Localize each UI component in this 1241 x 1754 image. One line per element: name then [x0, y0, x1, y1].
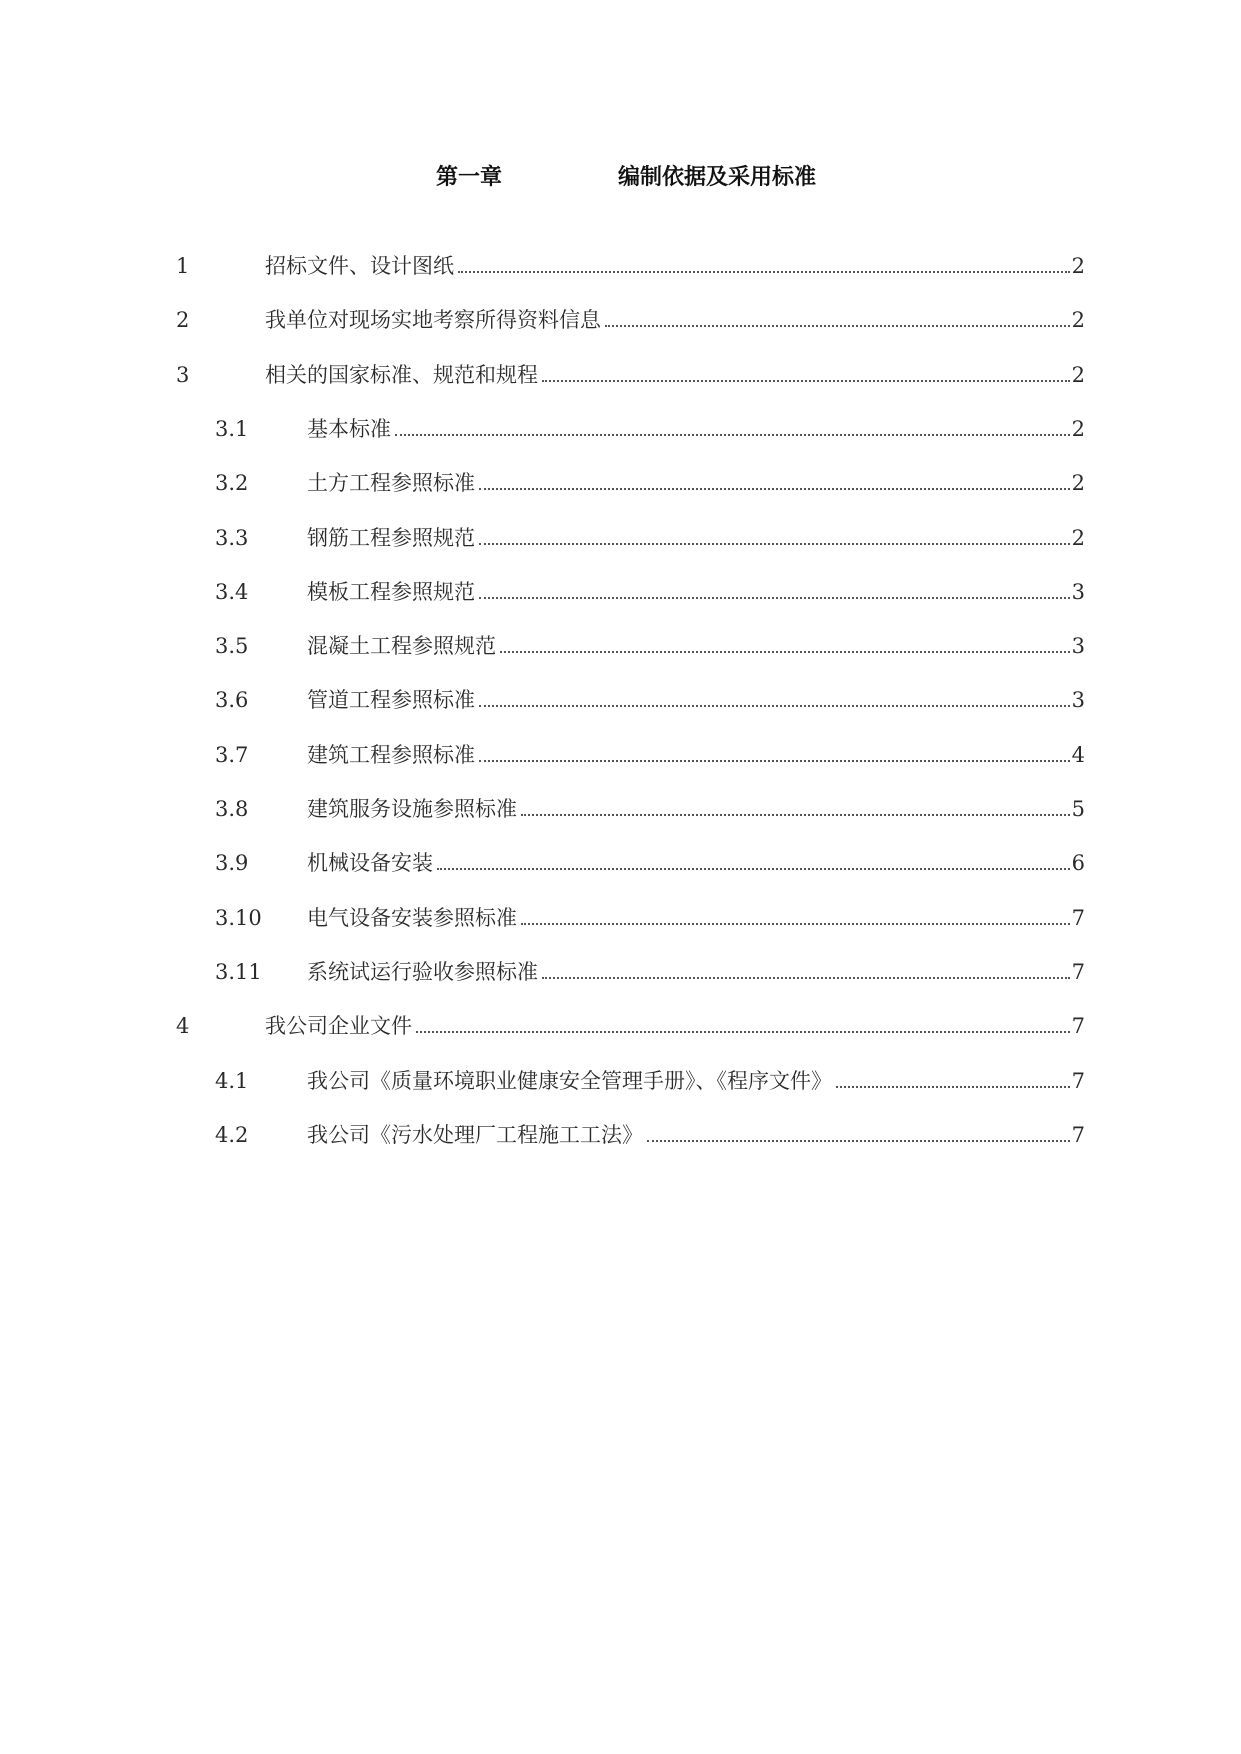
toc-entry-title[interactable]: 钢筋工程参照规范 [307, 525, 475, 550]
toc-entry-line [307, 737, 1085, 773]
toc-dot-leader [542, 358, 1070, 382]
toc-entry-line [265, 248, 1085, 284]
toc-entry-number: 3.9 [215, 851, 249, 876]
toc-entry-page-number: 7 [1071, 1122, 1085, 1147]
toc-dot-leader [605, 303, 1070, 327]
toc-entry-title[interactable]: 招标文件、设计图纸 [265, 254, 454, 278]
toc-dot-leader [479, 738, 1070, 762]
toc-entry-page-number: 2 [1071, 362, 1085, 387]
toc-entry-page-number: 2 [1071, 416, 1085, 441]
toc-entry[interactable] [0, 411, 1241, 447]
toc-entry[interactable] [0, 682, 1241, 718]
toc-entry-line [307, 411, 1085, 447]
toc-entry-title[interactable]: 基本标准 [307, 416, 391, 441]
toc-entry-title[interactable]: 模板工程参照规范 [307, 579, 475, 604]
toc-entry-number: 4.2 [215, 1122, 249, 1147]
toc-entry-page-number: 2 [1071, 308, 1085, 333]
toc-dot-leader [479, 683, 1070, 707]
toc-entry-line [307, 628, 1085, 664]
toc-entry-title[interactable]: 系统试运行验收参照标准 [307, 959, 538, 984]
toc-entry-line [265, 302, 1085, 338]
toc-entry-page-number: 5 [1071, 797, 1085, 821]
toc-entry-title[interactable]: 我公司《污水处理厂工程施工工法》 [307, 1122, 643, 1147]
toc-dot-leader [647, 1118, 1070, 1142]
toc-entry[interactable] [0, 248, 1241, 284]
toc-entry-page-number: 7 [1071, 1068, 1085, 1093]
chapter-heading [0, 160, 1241, 200]
toc-entry-title[interactable]: 我公司企业文件 [265, 1014, 412, 1039]
toc-entry[interactable] [0, 1063, 1241, 1099]
toc-entry-page-number: 7 [1071, 1014, 1085, 1039]
toc-entry-title[interactable]: 土方工程参照标准 [307, 471, 475, 496]
toc-entry[interactable] [0, 791, 1241, 827]
toc-entry-number: 3.2 [215, 471, 249, 496]
toc-entry-line [307, 1117, 1085, 1153]
toc-entry-page-number: 2 [1071, 525, 1085, 550]
toc-entry-number: 4 [176, 1014, 190, 1039]
toc-entry-page-number: 7 [1071, 905, 1085, 930]
toc-entry-number: 3.4 [215, 579, 249, 604]
toc-dot-leader [416, 1009, 1070, 1033]
toc-entry-line [307, 900, 1085, 936]
toc-entry-title[interactable]: 电气设备安装参照标准 [307, 905, 517, 930]
chapter-title: 编制依据及采用标准 [618, 165, 817, 190]
toc-entry-number: 1 [176, 254, 190, 278]
toc-entry-page-number: 7 [1071, 959, 1085, 984]
toc-entry-line [307, 520, 1085, 556]
toc-entry[interactable] [0, 954, 1241, 990]
toc-dot-leader [479, 521, 1070, 545]
toc-dot-leader [542, 955, 1070, 979]
toc-entry-line [307, 845, 1085, 881]
toc-entry-line [265, 357, 1085, 393]
toc-entry[interactable] [0, 520, 1241, 556]
toc-entry[interactable] [0, 845, 1241, 881]
toc-dot-leader [836, 1064, 1070, 1088]
toc-entry-title[interactable]: 我单位对现场实地考察所得资料信息 [265, 308, 601, 333]
toc-dot-leader [479, 575, 1070, 599]
toc-entry-page-number: 3 [1071, 688, 1085, 713]
toc-entry-line [307, 954, 1085, 990]
toc-entry-number: 3.7 [215, 742, 249, 767]
toc-entry-line [307, 682, 1085, 718]
toc-dot-leader [500, 629, 1070, 653]
toc-entry-number: 3 [176, 362, 190, 387]
toc-entry-line [307, 574, 1085, 610]
chapter-label: 第一章 [436, 165, 503, 190]
toc-entry-number: 4.1 [215, 1068, 249, 1093]
toc-dot-leader [458, 249, 1070, 273]
toc-entry-number: 3.3 [215, 525, 249, 550]
toc-entry-title[interactable]: 管道工程参照标准 [307, 688, 475, 713]
toc-dot-leader [437, 846, 1070, 870]
toc-entry[interactable] [0, 737, 1241, 773]
toc-entry-page-number: 3 [1071, 634, 1085, 659]
toc-entry-line [307, 791, 1085, 827]
toc-entry-number: 3.10 [215, 905, 262, 930]
toc-entry-number: 3.11 [215, 959, 262, 984]
toc-entry-number: 3.5 [215, 634, 249, 659]
toc-entry[interactable] [0, 357, 1241, 393]
toc-entry-number: 3.1 [215, 416, 249, 441]
toc-entry-number: 3.6 [215, 688, 249, 713]
toc-entry[interactable] [0, 465, 1241, 501]
toc-entry[interactable] [0, 900, 1241, 936]
toc-entry-title[interactable]: 相关的国家标准、规范和规程 [265, 362, 538, 387]
toc-entry[interactable] [0, 1117, 1241, 1153]
toc-dot-leader [395, 412, 1070, 436]
toc-entry-title[interactable]: 建筑工程参照标准 [307, 742, 475, 767]
toc-entry[interactable] [0, 302, 1241, 338]
toc-entry-page-number: 2 [1071, 471, 1085, 496]
toc-entry-number: 2 [176, 308, 190, 333]
toc-entry-page-number: 3 [1071, 579, 1085, 604]
toc-entry-title[interactable]: 机械设备安装 [307, 851, 433, 876]
toc-entry-line [265, 1008, 1085, 1044]
toc-entry-page-number: 6 [1071, 851, 1085, 876]
toc-dot-leader [521, 792, 1070, 816]
toc-dot-leader [479, 466, 1070, 490]
toc-entry-page-number: 2 [1071, 254, 1085, 278]
toc-entry-number: 3.8 [215, 797, 249, 821]
toc-entry[interactable] [0, 574, 1241, 610]
toc-dot-leader [521, 901, 1070, 925]
toc-entry-line [307, 465, 1085, 501]
toc-entry-title[interactable]: 我公司《质量环境职业健康安全管理手册》、《程序文件》 [307, 1068, 832, 1093]
toc-entry-line [307, 1063, 1085, 1099]
toc-entry-title[interactable]: 建筑服务设施参照标准 [307, 797, 517, 821]
toc-entry[interactable] [0, 628, 1241, 664]
toc-entry-title[interactable]: 混凝土工程参照规范 [307, 634, 496, 659]
toc-entry[interactable] [0, 1008, 1241, 1044]
toc-entry-page-number: 4 [1071, 742, 1085, 767]
